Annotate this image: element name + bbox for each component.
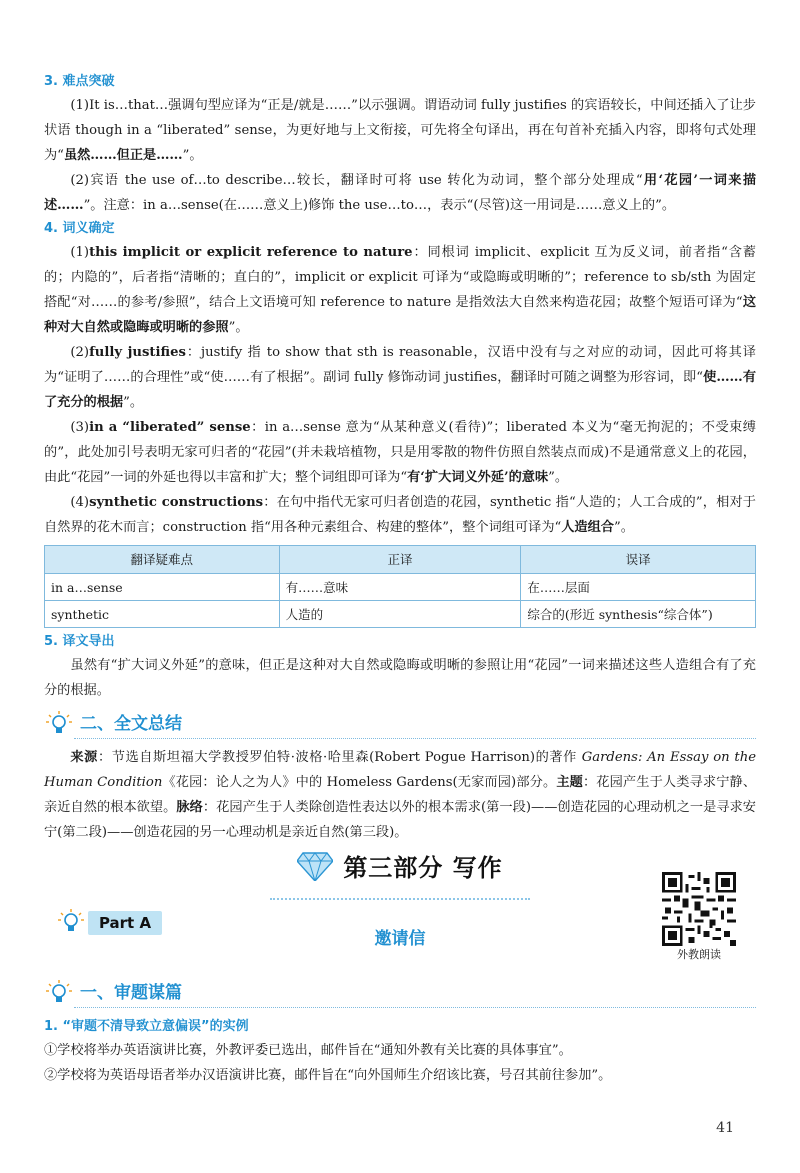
section-title-summary: 二、全文总结 bbox=[80, 714, 182, 734]
qr-label: 外教朗读 bbox=[677, 948, 721, 961]
section-title-review: 一、审题谋篇 bbox=[80, 983, 182, 1003]
list-item: ②学校将为英语母语者举办汉语演讲比赛，邮件旨在“向外国师生介绍该比赛，号召其前往参加”。 bbox=[44, 1068, 612, 1083]
invitation-title: 邀请信 bbox=[374, 929, 426, 949]
table-row bbox=[45, 574, 756, 601]
paragraph-word-2: (2)fully justifies：justify 指 to show that sth is reasonable，汉语中没有与之对应的动词，因此可将其译为“证明了……的合理性”或“使……有了根据”。副词 fully 修饰动词 justifies，翻译时可随之调整为形容词，即“使……有了充分的根据”。 bbox=[44, 345, 757, 410]
paragraph-word-4: (4)synthetic constructions：在句中指代无家可归者创造的花园，synthetic 指“人造的；人工合成的”，相对于自然界的花木而言；construction 指“用各种元素组合、构建的整体”，整个词组可译为“人造组合”。 bbox=[44, 495, 756, 535]
table-cell: 有……意味 bbox=[279, 574, 521, 601]
dotted-divider bbox=[270, 898, 530, 900]
table-header: 正译 bbox=[279, 546, 521, 574]
table-cell: synthetic bbox=[45, 601, 280, 628]
table-row bbox=[45, 601, 756, 628]
dotted-divider bbox=[74, 1007, 756, 1008]
heading-translation-output: 5. 译文导出 bbox=[44, 634, 115, 649]
part-three-title: 第三部分 写作 bbox=[343, 854, 503, 882]
paragraph-difficulty-1: (1)It is…that…强调句型应译为“正是/就是……”以示强调。谓语动词 fully justifies 的宾语较长，中间还插入了让步状语 though in a “liberated” sense，为更好地与上文衔接，可先将全句译出，再在句首补充插入内容，即将句式处理为“虽然……但正是……”。 bbox=[44, 98, 756, 163]
table-cell: 综合的(形近 synthesis“综合体”) bbox=[521, 601, 756, 628]
table-header: 误译 bbox=[521, 546, 756, 574]
page-number: 41 bbox=[716, 1120, 734, 1136]
heading-word-meaning: 4. 词义确定 bbox=[44, 221, 115, 236]
paragraph-word-1: (1)this implicit or explicit reference to nature：同根词 implicit、explicit 互为反义词，前者指“含蓄的；内隐的”，后者指“清晰的；直白的”，implicit or explicit 可译为“或隐晦或明晰的”；reference to sb/sth 为固定搭配“对……的参考/参照”，结合上文语境可知 reference to nature 是指效法大自然来构造花园；故整个短语可译为“这种对大自然或隐晦或明晰的参照”。 bbox=[44, 245, 757, 335]
heading-difficulty: 3. 难点突破 bbox=[44, 74, 115, 89]
part-a-tag: Part A bbox=[88, 911, 162, 935]
lightbulb-icon bbox=[46, 711, 72, 739]
dotted-divider bbox=[74, 738, 756, 739]
paragraph-word-3: (3)in a “liberated” sense：in a…sense 意为“从某种意义(看待)”；liberated 本义为“毫无拘泥的；不受束缚的”，此处加引号表明无家可归者的“花园”(并未栽培植物，只是用零散的物件仿照自然装点而成)不是通常意义上的花园，由此“花园”一词的外延也得以丰富和扩大；整个词组即可译为“有‘扩大词义外延’的意味”。 bbox=[44, 420, 756, 485]
paragraph-translation-output: 虽然有“扩大词义外延”的意味，但正是这种对大自然或隐晦或明晰的参照让用“花园”一词来描述这些人造组合有了充分的根据。 bbox=[44, 658, 756, 698]
table-header: 翻译疑难点 bbox=[45, 546, 280, 574]
table-cell: 在……层面 bbox=[521, 574, 756, 601]
translation-table bbox=[44, 545, 756, 628]
diamond-icon bbox=[297, 851, 333, 881]
paragraph-summary: 来源：节选自斯坦福大学教授罗伯特·波格·哈里森(Robert Pogue Harrison)的著作 Gardens: An Essay on the Human Condition《花园：论人之为人》中的 Homeless Gardens(无家而园)部分。主题：花园产生于人类寻求宁静、亲近自然的根本欲望。脉络：花园产生于人类除创造性表达以外的根本需求(第一段)——创造花园的心理动机之一是寻求安宁(第二段)——创造花园的另一心理动机是亲近自然(第三段)。 bbox=[44, 750, 757, 840]
paragraph-difficulty-2: (2)宾语 the use of…to describe…较长，翻译时可将 use 转化为动词，整个部分处理成“用‘花园’一词来描述……”。注意：in a…sense(在……意义上)修饰 the use…to…，表示“(尽管)这一用词是……意义上的”。 bbox=[44, 173, 757, 213]
table-cell: in a…sense bbox=[45, 574, 280, 601]
review-content bbox=[44, 978, 756, 1088]
table-header-row bbox=[45, 546, 756, 574]
qr-code[interactable] bbox=[662, 872, 736, 946]
section-review-header bbox=[44, 978, 756, 1010]
section-summary-header bbox=[44, 709, 756, 741]
heading-example: 1. “审题不清导致立意偏误”的实例 bbox=[44, 1019, 249, 1034]
main-content bbox=[44, 0, 756, 845]
lightbulb-icon bbox=[46, 980, 72, 1008]
table-cell: 人造的 bbox=[279, 601, 521, 628]
list-item: ①学校将举办英语演讲比赛，外教评委已选出，邮件旨在“通知外教有关比赛的具体事宜”。 bbox=[44, 1043, 572, 1058]
